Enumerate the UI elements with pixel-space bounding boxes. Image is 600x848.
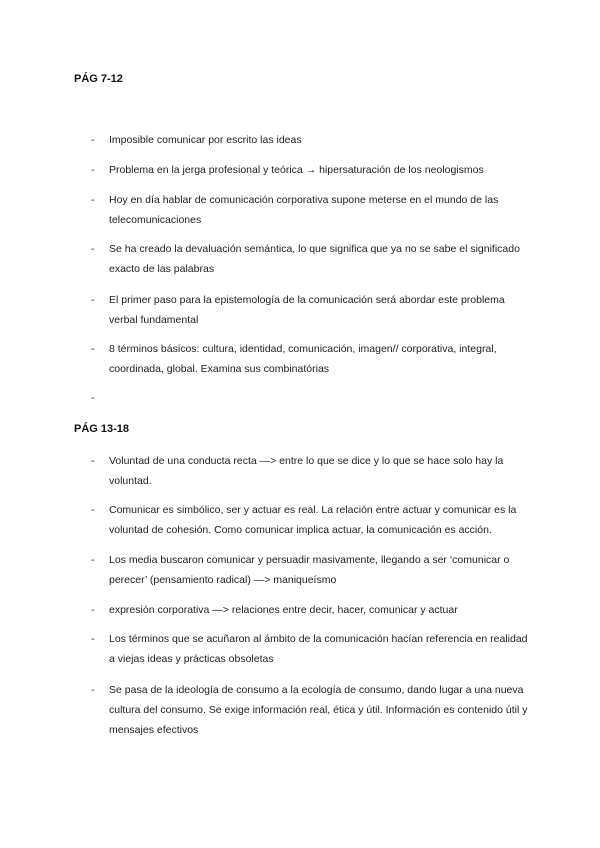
list-item-text: Comunicar es simbólico, ser y actuar es real. La relación entre actuar y comunicar es la voluntad de cohesión. Como comunicar implica actuar, la comunicación es acción. (109, 504, 517, 536)
section-heading-pag-13-18: PÁG 13-18 (74, 423, 130, 435)
bullet-dash: - (91, 134, 95, 146)
list-item-text: Problema en la jerga profesional y teórica → hipersaturación de los neologismos (109, 164, 484, 176)
bullet-dash: - (91, 455, 95, 467)
bullet-dash: - (91, 194, 95, 206)
list-item-text: Hoy en día hablar de comunicación corporativa supone meterse en el mundo de las telecomunicaciones (109, 194, 499, 226)
bullet-dash: - (91, 504, 95, 516)
list-item-text: El primer paso para la epistemología de la comunicación será abordar este problema verbal fundamental (109, 294, 505, 326)
bullet-dash: - (91, 343, 95, 355)
list-item-text: expresión corporativa —> relaciones entre decir, hacer, comunicar y actuar (109, 604, 458, 616)
list-item-text: Se ha creado la devaluación semántica, lo que significa que ya no se sabe el significado exacto de las palabras (109, 243, 520, 275)
bullet-dash: - (91, 164, 95, 176)
list-item-text: Se pasa de la ideología de consumo a la ecología de consumo, dando lugar a una nueva cultura del consumo. Se exige información real, ética y útil. Información es contenido útil y mensajes efectivos (109, 684, 528, 736)
bullet-dash: - (91, 554, 95, 566)
list-item-text: Los términos que se acuñaron al ámbito de la comunicación hacían referencia en realidad a viejas ideas y prácticas obsoletas (109, 633, 528, 665)
list-item-text: Los media buscaron comunicar y persuadir masivamente, llegando a ser ‘comunicar o perecer’ (pensamiento radical) —> maniqueísmo (109, 554, 510, 586)
bullet-dash: - (91, 243, 95, 255)
bullet-dash: - (91, 392, 95, 404)
bullet-dash: - (91, 604, 95, 616)
bullet-dash: - (91, 633, 95, 645)
list-item-text: Imposible comunicar por escrito las ideas (109, 134, 302, 146)
list-item-text: Voluntad de una conducta recta —> entre lo que se dice y lo que se hace solo hay la voluntad. (109, 455, 504, 487)
bullet-dash: - (91, 684, 95, 696)
list-item-text: 8 términos básicos: cultura, identidad, comunicación, imagen// corporativa, integral, coordinada, global. Examina sus combinatórias (109, 343, 497, 375)
bullet-dash: - (91, 294, 95, 306)
section-heading-pag-7-12: PÁG 7-12 (74, 73, 123, 85)
